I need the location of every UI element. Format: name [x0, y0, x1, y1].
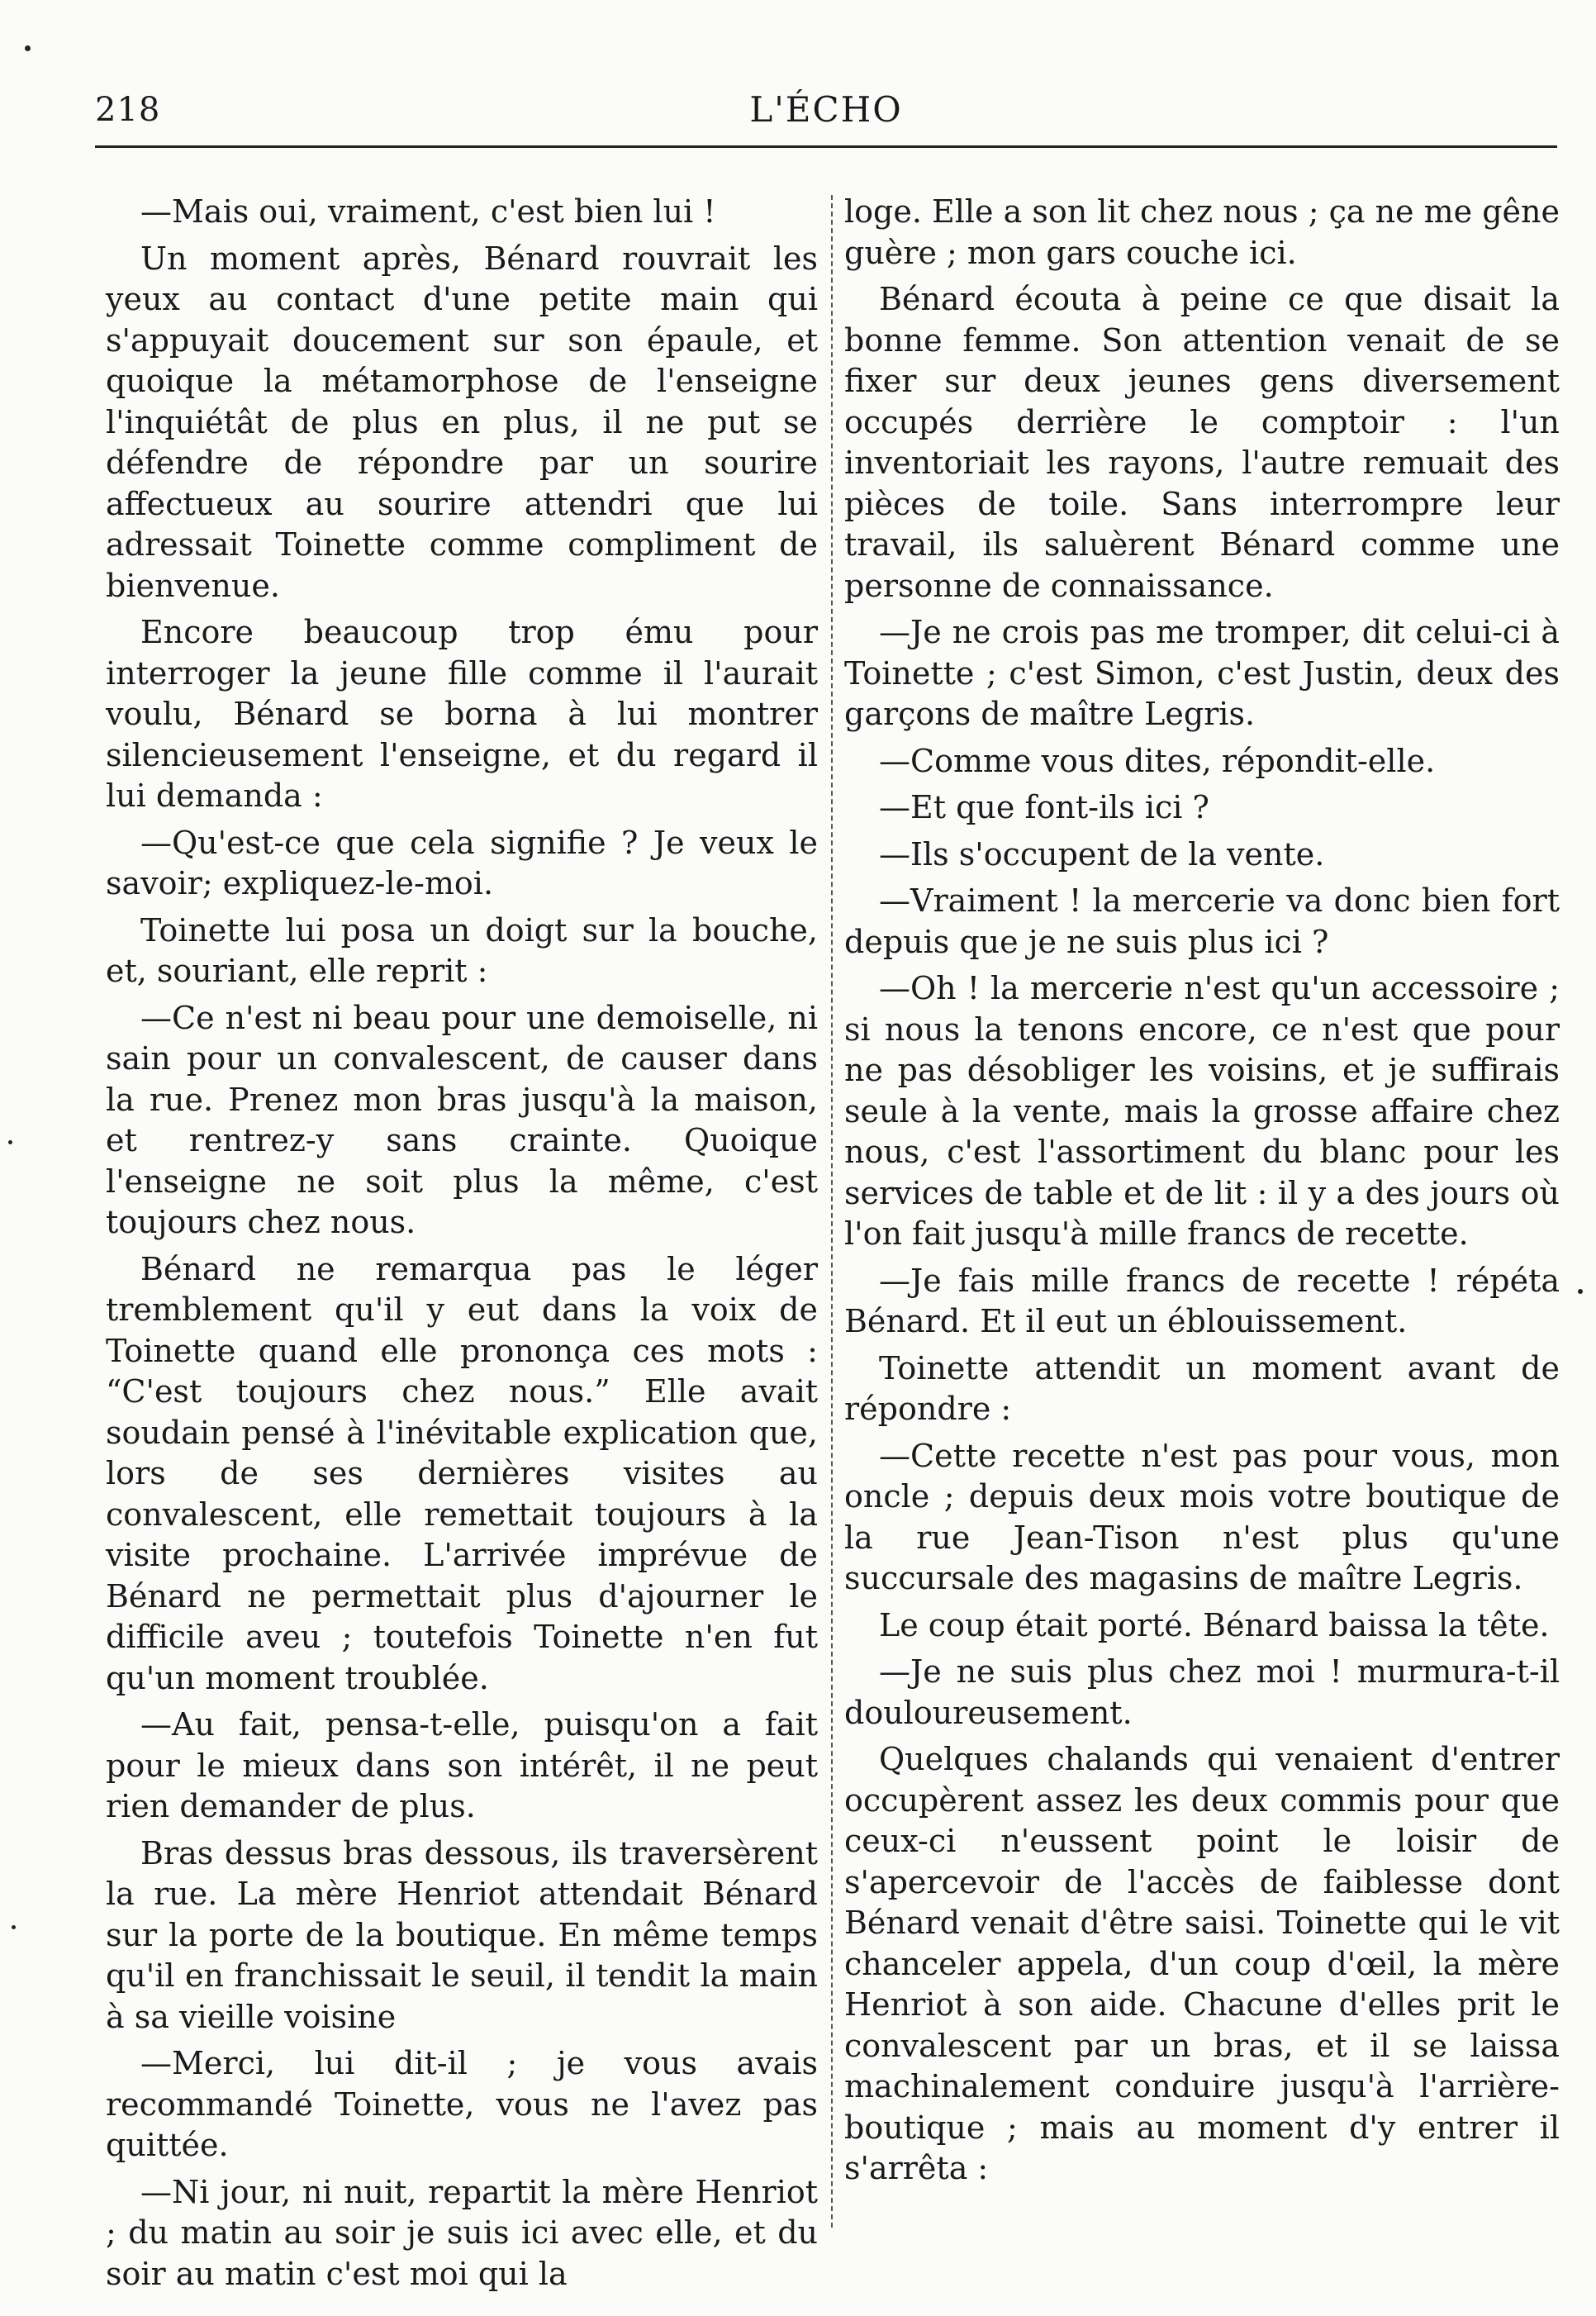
paragraph: Toinette lui posa un doigt sur la bouche, et, souriant, elle reprit : — [106, 911, 818, 989]
paragraph: —Je ne suis plus chez moi ! murmura-t-il douloureusement. — [844, 1653, 1560, 1731]
paragraph: Bénard ne remarqua pas le léger tremblement qu'il y eut dans la voix de Toinette quand elle prononça ces mots : “C'est toujours chez nous.” Elle avait soudain pensé à l'inévitable explication que, lors de ses dernières visites au convalescent, elle remettait toujours à la visite prochaine. L'arrivée imprévue de Bénard ne permettait plus d'ajourner le difficile aveu ; toutefois Toinette n'en fut qu'un moment troublée. — [106, 1250, 818, 1696]
paragraph: —Oh ! la mercerie n'est qu'un accessoire ; si nous la tenons encore, ce n'est que pour ne pas désobliger les voisins, et je suffirais seule à la vente, mais la grosse affaire chez nous, c'est l'assortiment du blanc pour les services de table et de lit : il y a des jours où l'on fait jusqu'à mille francs de recette. — [844, 970, 1560, 1252]
paragraph: —Vraiment ! la mercerie va donc bien fort depuis que je ne suis plus ici ? — [844, 882, 1560, 960]
paragraph: Un moment après, Bénard rouvrait les yeux au contact d'une petite main qui s'appuyait doucement sur son épaule, et quoique la métamorphose de l'enseigne l'inquiétât de plus en plus, il ne put se défendre de répondre par un sourire affectueux au sourire attendri que lui adressait Toinette comme compliment de bienvenue. — [106, 240, 818, 604]
page-header — [95, 83, 1557, 140]
scan-speck — [12, 1925, 16, 1929]
paragraph: Toinette attendit un moment avant de répondre : — [844, 1349, 1560, 1427]
paragraph: —Ils s'occupent de la vente. — [879, 835, 1325, 873]
paragraph: Quelques chalands qui venaient d'entrer occupèrent assez les deux commis pour que ceux-ci n'eussent point le loisir de s'apercevoir de l'accès de faiblesse dont Bénard venait d'être saisi. Toinette qui le vit chanceler appela, d'un coup d'œil, la mère Henriot à son aide. Chacune d'elles prit le convalescent par un bras, et il se laissa machinalement conduire jusqu'à l'arrière-boutique ; mais au moment d'y entrer il s'arrêta : — [844, 1741, 1560, 2186]
paragraph: —Merci, lui dit-il ; je vous avais recommandé Toinette, vous ne l'avez pas quittée. — [106, 2045, 818, 2163]
scan-speck — [1578, 1289, 1583, 1294]
paragraph: Encore beaucoup trop ému pour interroger la jeune fille comme il l'aurait voulu, Bénard se borna à lui montrer silencieusement l'enseigne, et du regard il lui demanda : — [106, 614, 818, 814]
page-number: 218 — [95, 91, 161, 129]
left-column — [106, 192, 818, 2300]
paragraph: —Je fais mille francs de recette ! répéta Bénard. Et il eut un éblouissement. — [844, 1262, 1560, 1339]
paragraph: loge. Elle a son lit chez nous ; ça ne me gêne guère ; mon gars couche ici. — [844, 193, 1560, 271]
paragraph: —Qu'est-ce que cela signifie ? Je veux le savoir; expliquez-le-moi. — [106, 824, 818, 901]
running-title: L'ÉCHO — [749, 89, 903, 130]
column-divider — [831, 195, 833, 2228]
scan-speck — [8, 1140, 12, 1144]
paragraph: —Mais oui, vraiment, c'est bien lui ! — [140, 193, 716, 230]
paragraph: —Ni jour, ni nuit, repartit la mère Henriot ; du matin au soir je suis ici avec elle, et du soir au matin c'est moi qui la — [106, 2173, 818, 2292]
paragraph: —Je ne crois pas me tromper, dit celui-ci à Toinette ; c'est Simon, c'est Justin, deux des garçons de maître Legris. — [844, 614, 1560, 732]
header-rule — [95, 145, 1557, 148]
paragraph: —Et que font-ils ici ? — [879, 789, 1209, 825]
paragraph: Le coup était porté. Bénard baissa la tête. — [879, 1606, 1550, 1643]
paragraph: Bras dessus bras dessous, ils traversèrent la rue. La mère Henriot attendait Bénard sur la porte de la boutique. En même temps qu'il en franchissait le seuil, il tendit la main à sa vieille voisine — [106, 1834, 818, 2035]
paragraph: —Ce n'est ni beau pour une demoiselle, ni sain pour un convalescent, de causer dans la rue. Prenez mon bras jusqu'à la maison, et rentrez-y sans crainte. Quoique l'enseigne ne soit plus la même, c'est toujours chez nous. — [106, 999, 818, 1240]
paragraph: —Au fait, pensa-t-elle, puisqu'on a fait pour le mieux dans son intérêt, il ne peut rien demander de plus. — [106, 1706, 818, 1824]
right-column — [844, 192, 1560, 2195]
paragraph: Bénard écouta à peine ce que disait la bonne femme. Son attention venait de se fixer sur deux jeunes gens diversement occupés derrière le comptoir : l'un inventoriait les rayons, l'autre remuait des pièces de toile. Sans interrompre leur travail, ils saluèrent Bénard comme une personne de connaissance. — [844, 281, 1560, 604]
paragraph: —Cette recette n'est pas pour vous, mon oncle ; depuis deux mois votre boutique de la rue Jean-Tison n'est plus qu'une succursale des magasins de maître Legris. — [844, 1437, 1560, 1596]
scan-speck — [25, 45, 31, 51]
paragraph: —Comme vous dites, répondit-elle. — [879, 742, 1436, 779]
